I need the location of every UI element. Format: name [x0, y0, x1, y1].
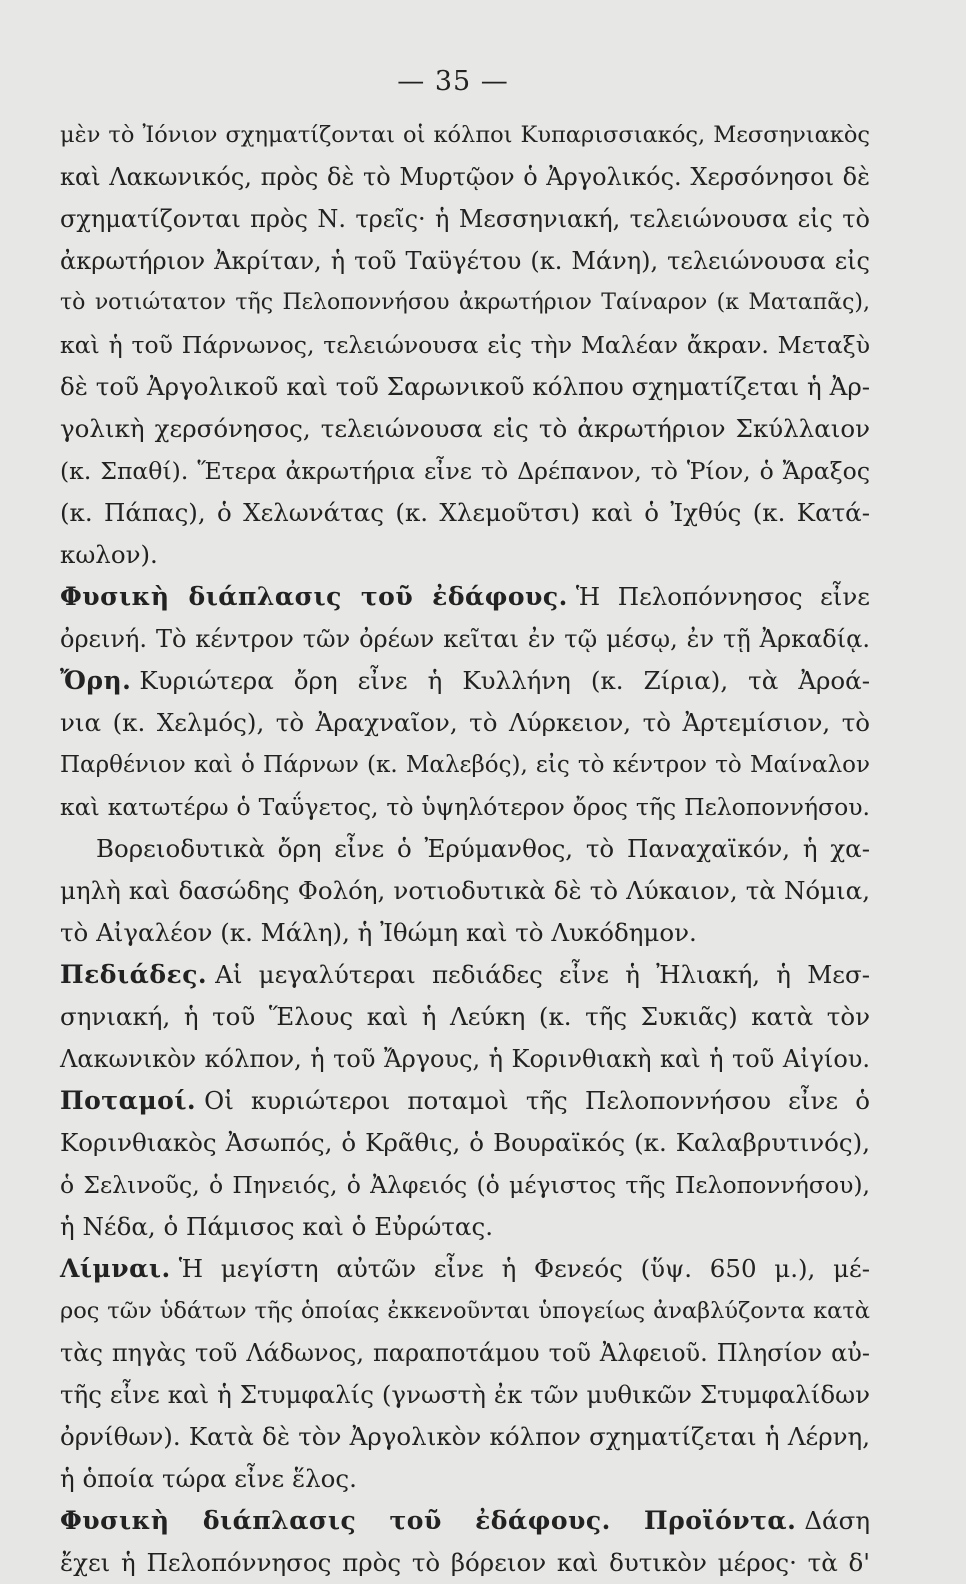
line-text: Λακωνικὸν κόλπον, ἡ τοῦ Ἄργους, ἡ Κορινθιακὴ καὶ ἡ τοῦ Αἰγίου.	[60, 1045, 870, 1073]
line-text: Βορειοδυτικὰ ὄρη εἶνε ὁ Ἐρύμανθος, τὸ Παναχαϊκόν, ἡ χα-	[96, 834, 870, 863]
line-content	[60, 1122, 870, 1164]
line-content	[60, 1290, 870, 1332]
line-text: Παρθένιον καὶ ὁ Πάρνων (κ. Μαλεβός), εἰς τὸ κέντρον τὸ Μαίναλον	[60, 752, 870, 778]
text-line	[60, 534, 870, 576]
line-text: σχηματίζονται πρὸς Ν. τρεῖς· ἡ Μεσσηνιακή, τελειώνουσα εἰς τὸ	[60, 205, 870, 233]
text-line	[60, 114, 870, 156]
text-line	[60, 1542, 870, 1584]
line-text: Ἡ μεγίστη αὐτῶν εἶνε ἡ Φενεός (ὕψ. 650 μ.), μέ-	[178, 1254, 870, 1283]
text-line	[60, 870, 870, 912]
line-content	[60, 828, 870, 870]
line-text: Δάση	[804, 1506, 870, 1535]
line-content	[60, 156, 870, 198]
text-line	[60, 912, 870, 954]
line-content	[60, 744, 870, 786]
line-content	[60, 912, 870, 954]
line-text: ἔχει ἡ Πελοπόννησος πρὸς τὸ βόρειον καὶ δυτικὸν μέρος· τὰ δ'	[60, 1548, 870, 1577]
text-line	[60, 1206, 870, 1248]
line-content	[60, 576, 870, 618]
section-heading: Ὄρη.	[60, 666, 132, 695]
section-heading: Πεδιάδες.	[60, 960, 208, 989]
text-line	[60, 1290, 870, 1332]
line-content	[60, 492, 870, 534]
line-content	[60, 660, 870, 702]
line-content	[60, 198, 870, 240]
line-content	[60, 408, 870, 450]
text-line	[60, 282, 870, 324]
text-line	[60, 744, 870, 786]
line-content	[60, 324, 870, 366]
line-content	[60, 1332, 870, 1374]
line-text: τὰς πηγὰς τοῦ Λάδωνος, παραποτάμου τοῦ Ἀλφειοῦ. Πλησίον αὐ-	[60, 1339, 870, 1367]
line-content	[60, 1248, 870, 1290]
text-line	[60, 1332, 870, 1374]
line-content	[60, 1458, 870, 1500]
line-content	[60, 1080, 870, 1122]
line-text: τὸ Αἰγαλέον (κ. Μάλη), ἡ Ἰθώμη καὶ τὸ Λυκόδημον.	[60, 918, 697, 947]
line-content	[60, 870, 870, 912]
text-line	[60, 492, 870, 534]
line-content	[60, 1416, 870, 1458]
text-line	[60, 1038, 870, 1080]
section-heading: Ποταμοί.	[60, 1086, 197, 1115]
line-content	[60, 1374, 870, 1416]
text-line	[60, 828, 870, 870]
line-text: νια (κ. Χελμός), τὸ Ἀραχναῖον, τὸ Λύρκειον, τὸ Ἀρτεμίσιον, τὸ	[60, 708, 870, 737]
section-heading: Φυσικὴ διάπλασις τοῦ ἐδάφους. Προϊόντα.	[60, 1506, 797, 1535]
line-content	[60, 1038, 870, 1080]
text-line	[60, 1164, 870, 1206]
line-content	[60, 702, 870, 744]
text-line	[60, 366, 870, 408]
section-heading-line	[60, 660, 870, 702]
text-line	[60, 786, 870, 828]
line-content	[60, 240, 870, 282]
line-content	[60, 114, 870, 156]
section-heading: Λίμναι.	[60, 1254, 171, 1283]
line-text: (κ. Σπαθί). Ἕτερα ἀκρωτήρια εἶνε τὸ Δρέπανον, τὸ Ῥίον, ὁ Ἄραξος	[60, 457, 870, 485]
line-text: (κ. Πάπας), ὁ Χελωνάτας (κ. Χλεμοῦτσι) καὶ ὁ Ἰχθύς (κ. Κατά-	[60, 498, 870, 527]
line-text: τὸ νοτιώτατον τῆς Πελοποννήσου ἀκρωτήριον Ταίναρον (κ Ματαπᾶς),	[60, 290, 870, 315]
section-heading-line	[60, 954, 870, 996]
line-text: ἀκρωτήριον Ἀκρίταν, ἡ τοῦ Ταϋγέτου (κ. Μάνη), τελειώνουσα εἰς	[60, 247, 870, 275]
line-text: ἡ ὁποία τώρα εἶνε ἕλος.	[60, 1464, 357, 1493]
line-text: κωλον).	[60, 540, 158, 569]
text-line	[60, 324, 870, 366]
line-text: ρος τῶν ὑδάτων τῆς ὁποίας ἐκκενοῦνται ὑπογείως ἀναβλύζοντα κατὰ	[60, 1298, 870, 1324]
line-text: Οἱ κυριώτεροι ποταμοὶ τῆς Πελοποννήσου εἶνε ὁ	[204, 1086, 870, 1115]
text-line	[60, 996, 870, 1038]
line-text: Κορινθιακὸς Ἀσωπός, ὁ Κρᾶθις, ὁ Βουραϊκός (κ. Καλαβρυτινός),	[60, 1128, 870, 1157]
text-line	[60, 618, 870, 660]
section-heading-line	[60, 576, 870, 618]
line-content	[60, 618, 870, 660]
line-content	[60, 1542, 870, 1584]
text-line	[60, 408, 870, 450]
line-content	[60, 366, 870, 408]
line-text: ὁ Σελινοῦς, ὁ Πηνειός, ὁ Ἀλφειός (ὁ μέγιστος τῆς Πελοποννήσου),	[60, 1171, 870, 1199]
line-content	[60, 534, 870, 576]
line-content	[60, 282, 870, 324]
line-text: μηλὴ καὶ δασώδης Φολόη, νοτιοδυτικὰ δὲ τὸ Λύκαιον, τὰ Νόμια,	[60, 876, 870, 905]
section-heading: Φυσικὴ διάπλασις τοῦ ἐδάφους.	[60, 582, 568, 611]
line-text: καὶ κατωτέρω ὁ Ταΰγετος, τὸ ὑψηλότερον ὄρος τῆς Πελοποννήσου.	[60, 793, 870, 821]
section-heading-line	[60, 1248, 870, 1290]
line-text: καὶ ἡ τοῦ Πάρνωνος, τελειώνουσα εἰς τὴν Μαλέαν ἄκραν. Μεταξὺ	[60, 331, 870, 359]
line-text: Κυριώτερα ὄρη εἶνε ἡ Κυλλήνη (κ. Ζίρια), τὰ Ἀροά-	[139, 666, 870, 695]
line-text: ἡ Νέδα, ὁ Πάμισος καὶ ὁ Εὐρώτας.	[60, 1212, 493, 1241]
line-text: τῆς εἶνε καὶ ἡ Στυμφαλίς (γνωστὴ ἐκ τῶν μυθικῶν Στυμφαλίδων	[60, 1380, 870, 1409]
line-text: σηνιακή, ἡ τοῦ Ἕλους καὶ ἡ Λεύκη (κ. τῆς Συκιᾶς) κατὰ τὸν	[60, 1002, 870, 1031]
line-text: γολικὴ χερσόνησος, τελειώνουσα εἰς τὸ ἀκρωτήριον Σκύλλαιον	[60, 414, 870, 443]
text-line	[60, 240, 870, 282]
line-content	[60, 954, 870, 996]
line-content	[60, 786, 870, 828]
line-content	[60, 1500, 870, 1542]
text-line	[60, 156, 870, 198]
section-heading-line	[60, 1500, 870, 1542]
line-text: μὲν τὸ Ἰόνιον σχηματίζονται οἱ κόλποι Κυπαρισσιακός, Μεσσηνιακὸς	[60, 122, 870, 148]
page-number: — 35 —	[397, 66, 509, 97]
line-text: ὀρεινή. Τὸ κέντρον τῶν ὀρέων κεῖται ἐν τῷ μέσῳ, ἐν τῇ Ἀρκαδίᾳ.	[60, 625, 870, 653]
line-content	[60, 996, 870, 1038]
line-text: καὶ Λακωνικός, πρὸς δὲ τὸ Μυρτῷον ὁ Ἀργολικός. Χερσόνησοι δὲ	[60, 163, 870, 191]
text-line	[60, 1374, 870, 1416]
text-line	[60, 450, 870, 492]
line-content	[60, 1206, 870, 1248]
line-text: Ἡ Πελοπόννησος εἶνε	[575, 582, 871, 611]
text-line	[60, 702, 870, 744]
line-content	[60, 1164, 870, 1206]
text-line	[60, 1416, 870, 1458]
section-heading-line	[60, 1080, 870, 1122]
text-line	[60, 1122, 870, 1164]
line-text: Αἱ μεγαλύτεραι πεδιάδες εἶνε ἡ Ἠλιακή, ἡ Μεσ-	[215, 960, 870, 989]
line-text: ὀρνίθων). Κατὰ δὲ τὸν Ἀργολικὸν κόλπον σχηματίζεται ἡ Λέρνη,	[60, 1422, 870, 1451]
text-line	[60, 1458, 870, 1500]
line-content	[60, 450, 870, 492]
body-text	[60, 114, 870, 1584]
line-text: δὲ τοῦ Ἀργολικοῦ καὶ τοῦ Σαρωνικοῦ κόλπου σχηματίζεται ἡ Ἀρ-	[60, 372, 870, 401]
text-line	[60, 198, 870, 240]
